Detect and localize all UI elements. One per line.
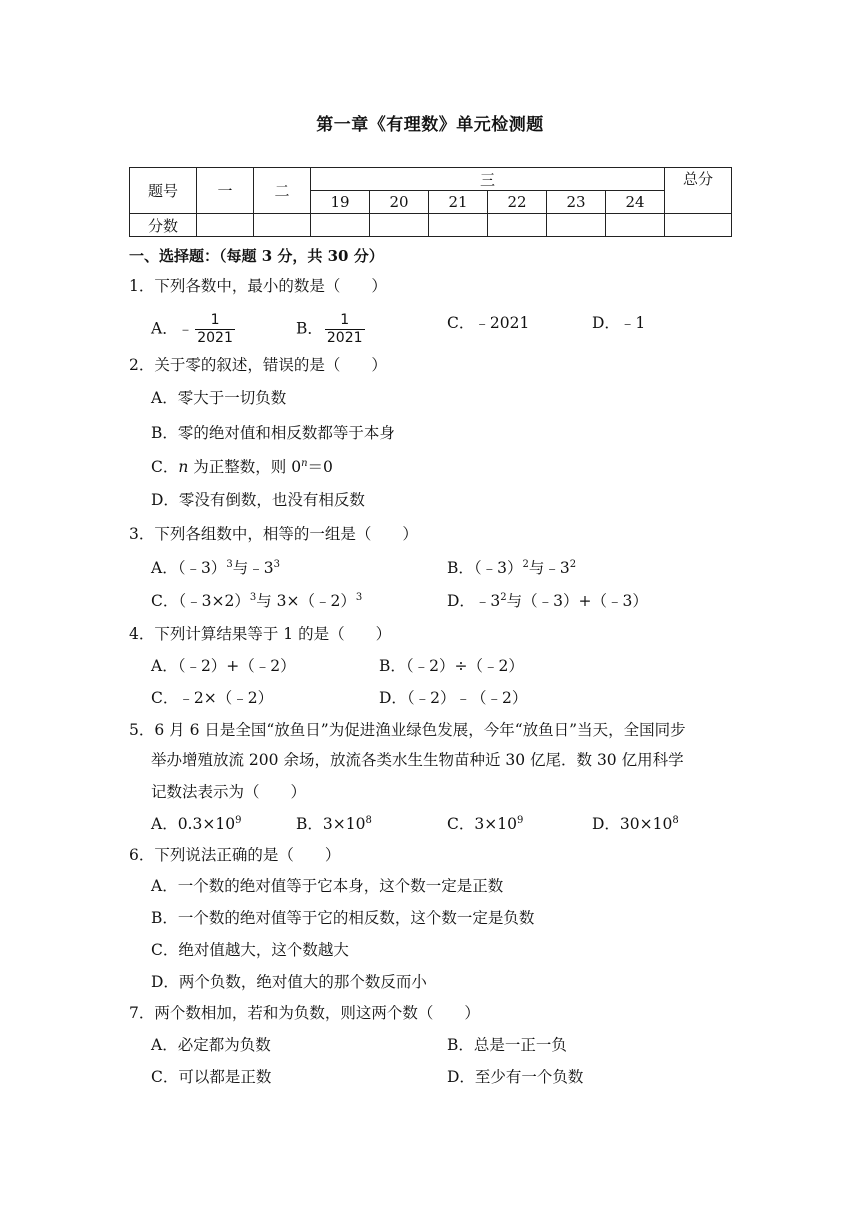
- option-b: B．（﹣3）$^2$与$﹣3^2$: [447, 559, 577, 577]
- option-a: A．一个数的绝对值等于它本身，这个数一定是正数: [151, 877, 504, 895]
- question-stem: 2．关于零的叙述，错误的是（ ）: [129, 356, 387, 374]
- option-c: C．可以都是正数: [151, 1068, 272, 1086]
- option-b: B． $\frac{1}{2021}$: [296, 312, 363, 346]
- option-d: D．（﹣2）﹣（﹣2）: [379, 689, 528, 707]
- page-title: 第一章《有理数》单元检测题: [316, 115, 544, 135]
- question-stem-continued: 举办增殖放流 200 余场，放流各类水生生物苗种近 30 亿尾．数 30 亿用科学: [151, 751, 684, 769]
- option-d: D．$﹣3^2$与（﹣3）+（﹣3）: [447, 592, 648, 610]
- header-col-two: 二: [254, 168, 311, 214]
- score-table: [129, 167, 732, 237]
- score-cell[interactable]: [429, 214, 488, 237]
- option-a: A．﹣ $\frac{1}{2021}$: [151, 312, 233, 346]
- option-d: D．﹣1: [592, 314, 646, 332]
- option-d: D．至少有一个负数: [447, 1068, 584, 1086]
- section-heading: 一、选择题：（每题 3 分，共 30 分）: [129, 247, 384, 265]
- sub-number: 21: [429, 191, 488, 214]
- question-stem: 6．下列说法正确的是（ ）: [129, 846, 341, 864]
- option-a: A．（﹣2）+（﹣2）: [151, 657, 296, 675]
- question-stem: 7．两个数相加，若和为负数，则这两个数（ ）: [129, 1004, 480, 1022]
- option-b: B．（﹣2）÷（﹣2）: [379, 657, 524, 675]
- question-stem-continued: 记数法表示为（ ）: [151, 783, 307, 801]
- option-c: C．绝对值越大，这个数越大: [151, 941, 349, 959]
- sub-number: 20: [370, 191, 429, 214]
- question-stem: 3．下列各组数中，相等的一组是（ ）: [129, 525, 418, 543]
- question-stem: 5．6 月 6 日是全国“放鱼日”为促进渔业绿色发展，今年“放鱼日”当天，全国同步: [129, 721, 686, 739]
- option-d: D．两个负数，绝对值大的那个数反而小: [151, 973, 427, 991]
- header-col-one: 一: [197, 168, 254, 214]
- option-a: A．零大于一切负数: [151, 389, 287, 407]
- option-a: A．必定都为负数: [151, 1036, 271, 1054]
- header-col-three: 三: [311, 168, 665, 191]
- header-col-total: 总分: [665, 168, 732, 214]
- score-cell[interactable]: [547, 214, 606, 237]
- score-cell[interactable]: [197, 214, 254, 237]
- sub-number: 24: [606, 191, 665, 214]
- option-b: B．总是一正一负: [447, 1036, 567, 1054]
- score-cell[interactable]: [254, 214, 311, 237]
- option-c: C．n 为正整数，则 $0^n=0$: [151, 458, 333, 476]
- question-stem: 4．下列计算结果等于 1 的是（ ）: [129, 625, 392, 643]
- sub-number: 22: [488, 191, 547, 214]
- sub-number: 23: [547, 191, 606, 214]
- score-cell[interactable]: [488, 214, 547, 237]
- option-c: C．$3\times 10^9$: [447, 815, 524, 833]
- question-stem: 1．下列各数中，最小的数是（ ）: [129, 277, 387, 295]
- option-b: B．零的绝对值和相反数都等于本身: [151, 424, 395, 442]
- option-d: D．$30\times 10^8$: [592, 815, 679, 833]
- option-c: C．（﹣3×2）$^3$与 3×（﹣2）$^3$: [151, 592, 363, 610]
- sub-number: 19: [311, 191, 370, 214]
- option-d: D．零没有倒数，也没有相反数: [151, 491, 365, 509]
- score-cell[interactable]: [606, 214, 665, 237]
- option-b: B．一个数的绝对值等于它的相反数，这个数一定是负数: [151, 909, 535, 927]
- option-b: B．$3\times 10^8$: [296, 815, 372, 833]
- score-cell[interactable]: [370, 214, 429, 237]
- score-cell[interactable]: [665, 214, 732, 237]
- option-a: A．$0.3\times 10^9$: [151, 815, 242, 833]
- fraction: $\frac{1}{2021}$: [326, 312, 363, 346]
- fraction: $\frac{1}{2021}$: [197, 312, 233, 346]
- option-c: C．﹣2021: [447, 314, 530, 332]
- header-question-label: 题号: [130, 168, 197, 214]
- score-cell[interactable]: [311, 214, 370, 237]
- option-a: A．（﹣3）$^3$与$﹣3^3$: [151, 559, 280, 577]
- score-row-label: 分数: [130, 214, 197, 237]
- option-c: C．﹣2×（﹣2）: [151, 689, 274, 707]
